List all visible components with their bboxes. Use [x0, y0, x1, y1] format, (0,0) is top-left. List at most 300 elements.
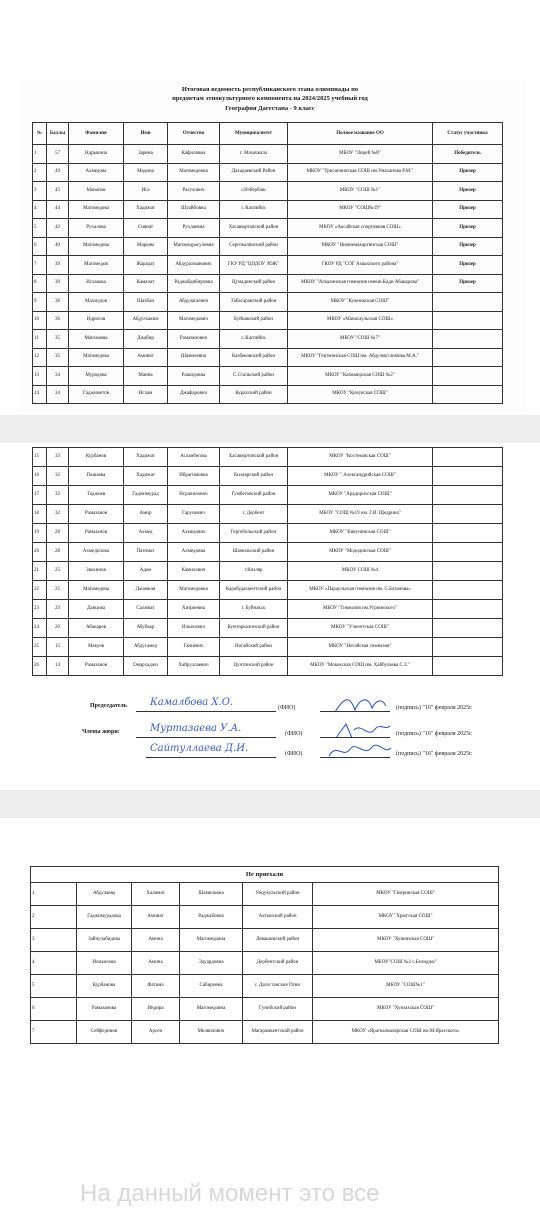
- cell-municipality: Гунибский район: [243, 998, 313, 1021]
- absent-row: [31, 952, 499, 975]
- cell-school: МБОУ "СОШ №19 им. Г.И. Щедрина": [288, 505, 433, 524]
- member2-signature-scribble: [325, 740, 395, 762]
- cell-surname: Пашаева: [69, 467, 124, 486]
- cell-status: [433, 600, 503, 619]
- cell-municipality: Унцукульский район: [243, 883, 313, 906]
- cell-school: МКОУ "Нижнемахаргинская СОШ": [288, 237, 433, 256]
- result-row: [33, 367, 503, 386]
- cell-municipality: г. Каспийск: [220, 330, 288, 349]
- cell-patronymic: Хизриевна: [168, 600, 220, 619]
- cell-number: 9: [33, 293, 47, 312]
- cell-score: 33: [47, 448, 69, 467]
- member1-handwritten-name: Муртазаева У.А.: [150, 723, 242, 734]
- cell-number: 6: [31, 998, 77, 1021]
- cell-surname: Ахмедилова: [69, 543, 124, 562]
- result-row: [33, 448, 503, 467]
- cell-name: Мадина: [124, 163, 168, 182]
- cell-score: 28: [47, 543, 69, 562]
- result-row: [33, 524, 503, 543]
- cell-score: 36: [47, 311, 69, 330]
- cell-patronymic: Магомедович: [168, 311, 220, 330]
- member2-handwritten-name: Сайтуллаева Д.И.: [150, 743, 249, 754]
- cell-school: ГКОУ РД "СОГ Ахвахского района": [288, 256, 433, 275]
- cell-municipality: г. Буйнакск: [220, 600, 288, 619]
- cell-number: 11: [33, 330, 47, 349]
- cell-patronymic: Магомедрасуловна: [168, 237, 220, 256]
- cell-municipality: Магарамкентский район: [243, 1021, 313, 1044]
- cell-name: Джамиля: [124, 581, 168, 600]
- cell-municipality: Цунтинский район: [220, 657, 288, 676]
- cell-name: Хадижат: [124, 467, 168, 486]
- cell-status: [433, 467, 503, 486]
- cell-municipality: Левашинский район: [243, 929, 313, 952]
- cell-score: 25: [47, 581, 69, 600]
- col-header-surname: Фамилия: [69, 123, 124, 145]
- absent-row: [31, 998, 499, 1021]
- col-header-name: Имя: [124, 123, 168, 145]
- member1-sign-line: [320, 737, 390, 738]
- cell-patronymic: Гарунович: [168, 505, 220, 524]
- cell-status: [433, 543, 503, 562]
- cell-school: МКОУ "Мододинская СОШ": [288, 543, 433, 562]
- cell-school: МКОУ " Александрийская СОШ": [288, 467, 433, 486]
- cell-patronymic: Асланбегова: [168, 448, 220, 467]
- cell-score: 40: [47, 237, 69, 256]
- cell-surname: Рамазанова: [77, 998, 132, 1021]
- cell-score: 39: [47, 274, 69, 293]
- cell-municipality: Сергокалинский район: [220, 237, 288, 256]
- absent-row: [31, 906, 499, 929]
- result-row: [33, 543, 503, 562]
- document-title-line-3: География Дагестана - 9 класс: [225, 105, 315, 112]
- cell-school: МКОУ "Мококская СОШ им. Хайбулаева С.З.": [288, 657, 433, 676]
- cell-surname: Рамазанов: [69, 524, 124, 543]
- document-title-line-2: предметам этнокультурного компонента на 2024/2025 учебный год: [172, 95, 368, 102]
- cell-surname: Ндрыкина: [69, 145, 124, 164]
- page-gap: [0, 415, 540, 443]
- cell-status: Призер: [433, 256, 503, 275]
- cell-municipality: Карабудахкентский район: [220, 581, 288, 600]
- cell-status: [433, 385, 503, 404]
- cell-number: 3: [33, 182, 47, 201]
- cell-score: 32: [47, 486, 69, 505]
- cell-status: Победитель: [433, 145, 503, 164]
- cell-score: 32: [47, 467, 69, 486]
- cell-municipality: Ахтынский район: [243, 906, 313, 929]
- cell-surname: Идрисов: [69, 311, 124, 330]
- cell-municipality: г.Избербаш: [220, 182, 288, 201]
- result-row: [33, 200, 503, 219]
- cell-number: 19: [33, 524, 47, 543]
- cell-status: [433, 562, 503, 581]
- cell-municipality: Курахский район: [220, 385, 288, 404]
- cell-number: 3: [31, 929, 77, 952]
- cell-name: Патимат: [124, 543, 168, 562]
- cell-municipality: Дербентский район: [243, 952, 313, 975]
- cell-patronymic: Магомедовна: [168, 581, 220, 600]
- cell-municipality: Хасавюртовский район: [220, 448, 288, 467]
- cell-number: 1: [33, 145, 47, 164]
- cell-surname: Зайнулабидова: [77, 929, 132, 952]
- cell-school: МБОУ "СОШ№1": [313, 975, 499, 998]
- cell-patronymic: Камилович: [168, 562, 220, 581]
- results-table-page-1: [32, 122, 503, 404]
- cell-surname: Гаджимурадова: [77, 906, 132, 929]
- absent-table: [30, 866, 499, 1044]
- cell-number: 4: [33, 200, 47, 219]
- cell-school: МКОУ "СОШ№19": [288, 200, 433, 219]
- cell-name: Хадижат: [124, 448, 168, 467]
- col-header-number: №: [33, 123, 47, 145]
- cell-patronymic: Магомедовна: [168, 163, 220, 182]
- cell-number: 23: [33, 600, 47, 619]
- cell-surname: Таджиев: [69, 486, 124, 505]
- result-row: [33, 274, 503, 293]
- cell-school: МБОУ "Лицей №8": [288, 145, 433, 164]
- cell-patronymic: Мелвилович: [180, 1021, 243, 1044]
- cell-status: Призер: [433, 274, 503, 293]
- cell-patronymic: Магомедовна: [180, 998, 243, 1021]
- cell-school: МКОУ "СОШ №1": [288, 182, 433, 201]
- col-header-score: Баллы: [47, 123, 69, 145]
- cell-name: Амина: [132, 952, 180, 975]
- cell-school: МКОУ «Манасаульская СОШ»: [288, 311, 433, 330]
- result-row: [33, 581, 503, 600]
- cell-name: Абдусамед: [124, 638, 168, 657]
- cell-name: Сиянат: [124, 219, 168, 238]
- cell-municipality: ГКУ РД "ЦОДОУ ЗОЖ": [220, 256, 288, 275]
- cell-number: 15: [33, 448, 47, 467]
- cell-surname: Магомедова: [69, 200, 124, 219]
- cell-status: Призер: [433, 163, 503, 182]
- cell-school: МКОУ "Кумукская СОШ": [288, 385, 433, 404]
- cell-school: МКОУ «Ярагказмалярская СОШ им.М.Ярагского»: [313, 1021, 499, 1044]
- col-header-status: Статус участника: [433, 123, 503, 145]
- chair-fio-label: (ФИО): [278, 705, 296, 711]
- cell-status: [433, 348, 503, 367]
- cell-name: Фатима: [132, 975, 180, 998]
- cell-status: [433, 524, 503, 543]
- cell-school: МКОУ "Трисанчинская СОШ им.Умаханова Р.М.": [288, 163, 433, 182]
- cell-name: Аминат: [132, 906, 180, 929]
- result-row: [33, 219, 503, 238]
- cell-status: Призер: [433, 219, 503, 238]
- cell-number: 17: [33, 486, 47, 505]
- cell-number: 7: [33, 256, 47, 275]
- cell-name: Манна: [124, 367, 168, 386]
- cell-surname: Звахинов: [69, 562, 124, 581]
- cell-name: Жарадат: [124, 256, 168, 275]
- result-row: [33, 237, 503, 256]
- result-row: [33, 330, 503, 349]
- cell-name: Ислам: [124, 385, 168, 404]
- cell-status: [433, 367, 503, 386]
- cell-status: [433, 581, 503, 600]
- cell-patronymic: Ахмедовна: [168, 543, 220, 562]
- cell-patronymic: Абдулагаевич: [168, 293, 220, 312]
- cell-name: Камалат: [124, 274, 168, 293]
- cell-score: 15: [47, 638, 69, 657]
- cell-municipality: г.Кизляр: [220, 562, 288, 581]
- cell-patronymic: Кафиловна: [168, 145, 220, 164]
- cell-municipality: Буйнакский район: [220, 311, 288, 330]
- result-row: [33, 145, 503, 164]
- cell-number: 5: [31, 975, 77, 998]
- absent-row: [31, 1021, 499, 1044]
- cell-name: Ахмед: [124, 524, 168, 543]
- cell-municipality: г. Дербент: [220, 505, 288, 524]
- cell-status: [433, 505, 503, 524]
- cell-name: Аминат: [124, 348, 168, 367]
- cell-school: МКОУ "Ногайская гимназия": [288, 638, 433, 657]
- cell-status: Призер: [433, 200, 503, 219]
- cell-status: Призер: [433, 182, 503, 201]
- col-header-municipality: Муниципалитет: [220, 123, 288, 145]
- cell-score: 14: [47, 657, 69, 676]
- cell-municipality: С.Стальский район: [220, 367, 288, 386]
- result-row: [33, 657, 503, 676]
- member1-sign-date: (подпись) "16" февраля 2025г.: [396, 731, 473, 737]
- cell-number: 16: [33, 467, 47, 486]
- cell-score: 32: [47, 505, 69, 524]
- cell-status: [433, 638, 503, 657]
- chair-handwritten-name: Камалбова Х.О.: [150, 697, 234, 708]
- result-row: [33, 467, 503, 486]
- cell-score: 35: [47, 348, 69, 367]
- cell-municipality: г. Махачкала: [220, 145, 288, 164]
- cell-patronymic: Ибрагимовна: [168, 467, 220, 486]
- cell-status: [433, 293, 503, 312]
- cell-school: МБОУ "Гимназия им.Угрюмского": [288, 600, 433, 619]
- cell-name: Шахбан: [124, 293, 168, 312]
- cell-number: 1: [31, 883, 77, 906]
- member2-sign-line: [320, 757, 390, 758]
- cell-name: Хадижат: [124, 200, 168, 219]
- cell-surname: Магомедов: [69, 256, 124, 275]
- cell-school: МКОУ "Казмаюрская СОШ №2": [288, 367, 433, 386]
- result-row: [33, 600, 503, 619]
- cell-school: МКОУ "Гимринская СОШ": [313, 883, 499, 906]
- cell-surname: Магомедова: [69, 581, 124, 600]
- cell-number: 6: [33, 237, 47, 256]
- chair-signature-scribble: [330, 694, 390, 716]
- cell-school: МБОУ"СОШ №2 с.Белиджи": [313, 952, 499, 975]
- cell-patronymic: Рухлаевна: [168, 219, 220, 238]
- cell-name: Гаджимурад: [124, 486, 168, 505]
- cell-municipality: г. Каспийск: [220, 200, 288, 219]
- chair-sign-date: (подпись) "16" февраля 2025г.: [396, 705, 473, 711]
- cell-municipality: Цумадинский район: [220, 274, 288, 293]
- cell-number: 10: [33, 311, 47, 330]
- cell-municipality: Кумторкалинский район: [220, 619, 288, 638]
- cell-surname: Ахмедова: [69, 163, 124, 182]
- cell-surname: Магомедова: [69, 348, 124, 367]
- cell-surname: Данцова: [69, 600, 124, 619]
- cell-patronymic: Раджабдибировна: [168, 274, 220, 293]
- cell-school: МКОУ "Хрюгская СОШ": [313, 906, 499, 929]
- result-row: [33, 562, 503, 581]
- cell-score: 49: [47, 163, 69, 182]
- cell-number: 13: [33, 367, 47, 386]
- cell-number: 7: [31, 1021, 77, 1044]
- member2-sign-date: (подпись) "16" февраля 2025г.: [396, 751, 473, 757]
- cell-number: 4: [31, 952, 77, 975]
- cell-number: 24: [33, 619, 47, 638]
- cell-municipality: Шамильский район: [220, 543, 288, 562]
- cell-score: 45: [47, 182, 69, 201]
- cell-name: Абубакр: [124, 619, 168, 638]
- cell-status: [433, 330, 503, 349]
- cell-name: Омархаджи: [124, 657, 168, 676]
- cell-status: [433, 448, 503, 467]
- cell-surname: Магомаева: [69, 330, 124, 349]
- cell-patronymic: Рамазанович: [168, 330, 220, 349]
- cell-surname: Гаджиметов: [69, 385, 124, 404]
- cell-school: МКОУ СОШ №4: [288, 562, 433, 581]
- cell-name: Халимат: [132, 883, 180, 906]
- cell-score: 44: [47, 200, 69, 219]
- cell-score: 42: [47, 219, 69, 238]
- table-header-row: [33, 123, 503, 145]
- absent-table-title: Не приехали: [31, 867, 499, 883]
- cell-name: Иса: [124, 182, 168, 201]
- cell-score: 28: [47, 524, 69, 543]
- cell-patronymic: Шамилевна: [168, 348, 220, 367]
- chair-sign-line: [320, 711, 390, 712]
- result-row: [33, 486, 503, 505]
- cell-patronymic: Расулович: [168, 182, 220, 201]
- cell-score: 36: [47, 293, 69, 312]
- cell-name: Зарема: [124, 145, 168, 164]
- member1-line: [136, 737, 276, 738]
- result-row: [33, 293, 503, 312]
- cell-municipality: Хасавюртовский район: [220, 219, 288, 238]
- cell-status: [433, 657, 503, 676]
- cell-patronymic: Рашидовна: [168, 367, 220, 386]
- cell-surname: Курбанова: [77, 975, 132, 998]
- cell-school: МБОУ "СОШ №7": [288, 330, 433, 349]
- cell-patronymic: Магомедовна: [180, 929, 243, 952]
- cell-surname: Манапов: [69, 182, 124, 201]
- cell-score: 34: [47, 385, 69, 404]
- cell-municipality: г. Дагестанские Огни: [243, 975, 313, 998]
- cell-status: [433, 311, 503, 330]
- cell-number: 14: [33, 385, 47, 404]
- cell-status: [433, 619, 503, 638]
- cell-surname: Курбанов: [69, 448, 124, 467]
- cell-score: 20: [47, 619, 69, 638]
- cell-surname: Магомедова: [69, 237, 124, 256]
- cell-school: МКОУ "Хунзахская СОШ": [313, 998, 499, 1021]
- cell-score: 25: [47, 562, 69, 581]
- cell-patronymic: Хайруллаевич: [168, 657, 220, 676]
- members-label: Члены жюри:: [82, 729, 120, 735]
- result-row: [33, 638, 503, 657]
- result-row: [33, 385, 503, 404]
- document-title-line-1: Итоговая ведомость республиканского этапа олимпиады по: [181, 86, 359, 93]
- cell-school: МКОУ "Хушинская СОШ": [313, 929, 499, 952]
- cell-patronymic: Эдуардовна: [180, 952, 243, 975]
- cell-number: 20: [33, 543, 47, 562]
- cell-surname: Рухалова: [69, 219, 124, 238]
- cell-surname: Абдулаева: [77, 883, 132, 906]
- cell-name: Абдулхаким: [124, 311, 168, 330]
- absent-row: [31, 975, 499, 998]
- col-header-patronymic: Отчество: [168, 123, 220, 145]
- cell-surname: Макуев: [69, 638, 124, 657]
- cell-school: МКОУ "Гертминская СОШ им. Абдулмуслимова М.А.": [288, 348, 433, 367]
- absent-row: [31, 883, 499, 906]
- cell-name: Индира: [132, 998, 180, 1021]
- cell-surname: Муродова: [69, 367, 124, 386]
- cell-municipality: Кизлярский район: [220, 467, 288, 486]
- cell-school: МКОУ "Кикунинская СОШ": [288, 524, 433, 543]
- member1-signature-scribble: [332, 720, 392, 742]
- cell-school: МКОУ "Учкентская СОШ": [288, 619, 433, 638]
- absent-row: [31, 929, 499, 952]
- member1-fio-label: (ФИО): [285, 731, 303, 737]
- result-row: [33, 619, 503, 638]
- cell-number: 18: [33, 505, 47, 524]
- cell-municipality: Ногайский район: [220, 638, 288, 657]
- cell-number: 12: [33, 348, 47, 367]
- cell-patronymic: Джафарович: [168, 385, 220, 404]
- cell-patronymic: Раджабовна: [180, 906, 243, 929]
- cell-status: [433, 486, 503, 505]
- cell-surname: Абакаров: [69, 619, 124, 638]
- page-gap-2: [0, 790, 540, 818]
- cell-surname: Исмаилова: [77, 952, 132, 975]
- cell-municipality: Табасаранский район: [220, 293, 288, 312]
- cell-score: 35: [47, 330, 69, 349]
- cell-patronymic: Сабировна: [180, 975, 243, 998]
- cell-school: МКОУ «Параульская гимназия им. С.Батанова»: [288, 581, 433, 600]
- cell-number: 2: [31, 906, 77, 929]
- cell-name: Арсен: [132, 1021, 180, 1044]
- cell-name: Амир: [124, 505, 168, 524]
- cell-school: МКОУ "Агвалинская гимназия имени Кади Абакарова": [288, 274, 433, 293]
- cell-surname: Сейфединов: [77, 1021, 132, 1044]
- cell-name: Салимат: [124, 600, 168, 619]
- cell-surname: Исхакова: [69, 274, 124, 293]
- cell-number: 26: [33, 657, 47, 676]
- result-row: [33, 348, 503, 367]
- cell-municipality: Гергебильский район: [220, 524, 288, 543]
- cell-school: МКОУ "Костековская СОШ": [288, 448, 433, 467]
- member2-line: [146, 757, 276, 758]
- cell-surname: Махмудов: [69, 293, 124, 312]
- cell-school: МКОУ «Аксайская спортивная СОШ»: [288, 219, 433, 238]
- cell-name: Марьям: [124, 237, 168, 256]
- cell-surname: Рамазанов: [69, 657, 124, 676]
- cell-number: 21: [33, 562, 47, 581]
- cell-number: 25: [33, 638, 47, 657]
- cell-patronymic: Исрапилович: [168, 486, 220, 505]
- cell-patronymic: Ганиевич: [168, 638, 220, 657]
- result-row: [33, 163, 503, 182]
- cell-number: 2: [33, 163, 47, 182]
- cell-number: 8: [33, 274, 47, 293]
- cell-patronymic: Абдурахманович: [168, 256, 220, 275]
- cell-municipality: Гумбетовский район: [220, 486, 288, 505]
- result-row: [33, 256, 503, 275]
- cell-score: 23: [47, 600, 69, 619]
- cell-surname: Рамазанов: [69, 505, 124, 524]
- cell-name: Амина: [132, 929, 180, 952]
- cell-school: МКОУ "Арадирихская СОШ": [288, 486, 433, 505]
- result-row: [33, 311, 503, 330]
- cell-name: Адам: [124, 562, 168, 581]
